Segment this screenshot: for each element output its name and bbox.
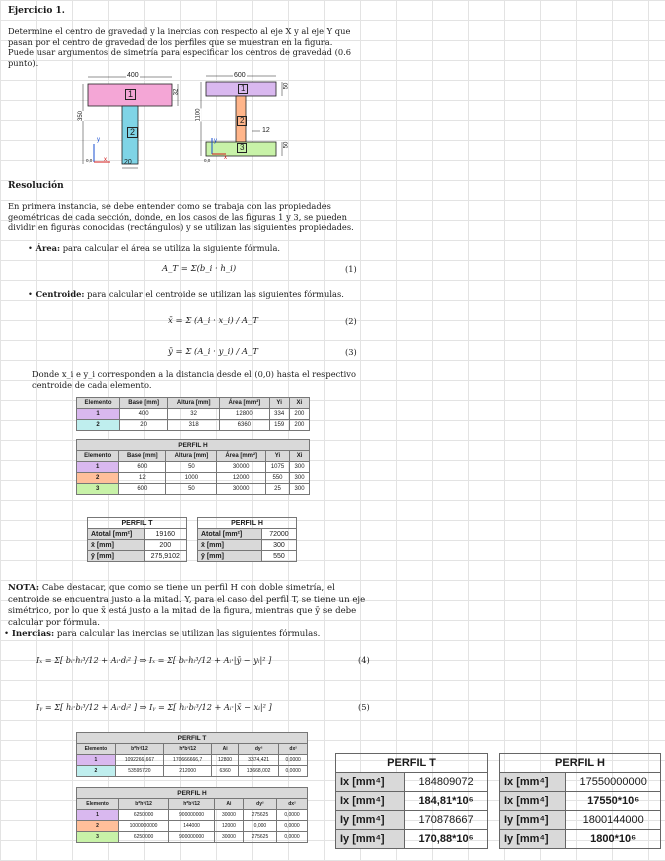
summary-value: 300 [261, 540, 296, 551]
resolution-heading: Resolución [8, 181, 64, 191]
table-cell: 2 [77, 766, 116, 777]
table-row [198, 529, 297, 540]
table-row [77, 409, 310, 420]
table-cell: 2 [77, 821, 119, 832]
table-cell: 900000000 [169, 832, 215, 843]
inertia-t-table [76, 732, 308, 777]
table-title-row [88, 518, 187, 529]
result-label: Ix [mm⁴] [500, 773, 566, 792]
table-row [77, 420, 310, 431]
table-header-cell: dy² [243, 799, 276, 810]
summary-value: 200 [144, 540, 186, 551]
table-cell: 159 [269, 420, 289, 431]
exercise-heading: Ejercicio 1. [8, 6, 65, 16]
equation-4: Iₓ = Σ[ bᵢ·hᵢ³/12 + Aᵢ·dᵢ² ] ⇒ Iₓ = Σ[ bᵢ·hᵢ³/12 + Aᵢ·|ȳ − yᵢ|² ] [36, 655, 272, 665]
table-header-cell: h*b³/12 [169, 799, 215, 810]
table-cell: 900000000 [169, 810, 215, 821]
bullet-dot-icon: • [28, 243, 36, 253]
table-h-areas [76, 439, 310, 495]
table-row [336, 792, 488, 811]
result-label: Ix [mm⁴] [336, 792, 405, 811]
table-row [198, 551, 297, 562]
table-cell: 2 [77, 420, 120, 431]
table-header-row [77, 799, 308, 810]
table-cell: 30000 [214, 832, 243, 843]
table-cell: 170666666,7 [164, 755, 212, 766]
centroid-label: Centroide: [35, 289, 85, 299]
table-row [500, 773, 661, 792]
table-cell: 50 [166, 462, 217, 473]
table-cell: 12000 [214, 821, 243, 832]
table-header-cell: Área [mm²] [217, 451, 265, 462]
table-title: PERFIL H [77, 440, 310, 451]
table-t-areas [76, 397, 310, 431]
equation-5: Iᵧ = Σ[ hᵢ·bᵢ³/12 + Aᵢ·dᵢ² ] ⇒ Iᵧ = Σ[ hᵢ·bᵢ³/12 + Aᵢ·|x̄ − xᵢ|² ] [36, 702, 272, 712]
table-cell: 32 [168, 409, 220, 420]
table-header-cell: Área [mm²] [220, 398, 269, 409]
table-header-cell: Yi [269, 398, 289, 409]
h-dim-side-bottom: 50 [283, 141, 290, 149]
table-row [77, 810, 308, 821]
table-cell: 30000 [214, 810, 243, 821]
table-row [336, 811, 488, 830]
result-value: 184,81*10⁶ [405, 792, 488, 811]
table-title-row [77, 733, 308, 744]
table-cell: 1000000000 [119, 821, 169, 832]
result-label: Ix [mm⁴] [500, 792, 566, 811]
equation-3-number: (3) [345, 347, 357, 357]
table-row [88, 529, 187, 540]
table-cell: 400 [120, 409, 168, 420]
equation-1-number: (1) [345, 264, 357, 274]
result-label: Iy [mm⁴] [336, 811, 405, 830]
result-label: Iy [mm⁴] [500, 811, 566, 830]
summary-label: ȳ [mm] [88, 551, 145, 562]
t-axis-x: x [104, 157, 107, 163]
h-num-2: 2 [237, 116, 247, 126]
result-label: Iy [mm⁴] [500, 830, 566, 849]
table-title: PERFIL T [88, 518, 187, 529]
table-cell: 3 [77, 484, 119, 495]
table-title-row [336, 754, 488, 773]
table-row [500, 830, 661, 849]
result-value: 170878667 [405, 811, 488, 830]
table-row [77, 766, 308, 777]
summary-h-table [197, 517, 297, 562]
t-dim-bottom: 20 [124, 159, 132, 166]
result-label: Iy [mm⁴] [336, 830, 405, 849]
donde-paragraph: Donde x_i e y_i corresponden a la distancia desde el (0,0) hasta el respectivo centroide de cada elemento. [32, 369, 356, 390]
table-cell: 0,0000 [279, 755, 308, 766]
table-cell: 12000 [217, 473, 265, 484]
table-title: PERFIL T [336, 754, 488, 773]
table-header-cell: Ai [212, 744, 239, 755]
table-title: PERFIL H [198, 518, 297, 529]
t-num-1: 1 [125, 89, 136, 100]
intro-paragraph: Determine el centro de gravedad y la inercias con respecto al eje X y al eje Y que pasan por el centro de gravedad de los perfiles que se muestran en la figura. Puede usar argumentos de simetría para especificar los centros de gravedad (0.6 punto). [8, 26, 352, 68]
table-title-row [198, 518, 297, 529]
table-row [88, 540, 187, 551]
h-axis-x: x [224, 155, 227, 161]
summary-label: Atotal [mm²] [88, 529, 145, 540]
table-cell: 144000 [169, 821, 215, 832]
table-header-cell: dx² [276, 799, 307, 810]
t-num-2: 2 [127, 127, 138, 138]
table-header-cell: Ai [214, 799, 243, 810]
h-dim-web: 12 [262, 127, 270, 134]
table-cell: 1 [77, 409, 120, 420]
table-title-row [77, 440, 310, 451]
table-row [500, 811, 661, 830]
result-label: Ix [mm⁴] [336, 773, 405, 792]
h-dim-height: 1100 [195, 108, 202, 122]
result-value: 1800144000 [566, 811, 661, 830]
summary-label: Atotal [mm²] [198, 529, 262, 540]
table-cell: 600 [119, 484, 166, 495]
table-cell: 300 [290, 473, 310, 484]
figure-t-profile [80, 72, 200, 172]
table-header-cell: Elemento [77, 398, 120, 409]
table-row [500, 792, 661, 811]
t-axis-y: y [97, 137, 100, 143]
result-value: 170,88*10⁶ [405, 830, 488, 849]
inercias-bullet [4, 629, 320, 639]
table-cell: 6360 [212, 766, 239, 777]
table-cell: 212000 [164, 766, 212, 777]
table-title: PERFIL H [77, 788, 308, 799]
table-cell: 1092266,667 [115, 755, 163, 766]
table-cell: 6360 [220, 420, 269, 431]
result-value: 184809072 [405, 773, 488, 792]
table-cell: 20 [120, 420, 168, 431]
table-cell: 1 [77, 462, 119, 473]
table-cell: 1 [77, 755, 116, 766]
table-row [77, 462, 310, 473]
table-header-row [77, 398, 310, 409]
table-cell: 12800 [220, 409, 269, 420]
table-row [88, 551, 187, 562]
table-title: PERFIL T [77, 733, 308, 744]
table-cell: 334 [269, 409, 289, 420]
t-dim-side: 32 [173, 88, 180, 96]
table-header-cell: Base [mm] [119, 451, 166, 462]
table-cell: 0,0000 [279, 766, 308, 777]
equation-5-number: (5) [358, 702, 370, 712]
nota-text: Cabe destacar, que como se tiene un perfil H con doble simetría, el centroide se encuentra justo a la mitad. Y, para el caso del perfil T, se tiene un eje simétrico, por lo que x̄ está justo a la mitad de la figura, mientras que ȳ se debe calcular por fórmula. [8, 583, 366, 628]
table-header-cell: Yi [265, 451, 289, 462]
table-header-cell: Altura [mm] [166, 451, 217, 462]
table-header-cell: Altura [mm] [168, 398, 220, 409]
summary-label: ȳ [mm] [198, 551, 262, 562]
result-value: 17550000000 [566, 773, 661, 792]
table-header-cell: b*h³/12 [119, 799, 169, 810]
h-dim-top: 600 [234, 72, 246, 79]
table-header-cell: Base [mm] [120, 398, 168, 409]
table-cell: 50 [166, 484, 217, 495]
h-num-3: 3 [237, 143, 247, 153]
area-text: para calcular el área se utiliza la siguiente fórmula. [60, 243, 281, 253]
table-cell: 3 [77, 832, 119, 843]
summary-value: 550 [261, 551, 296, 562]
table-row [198, 540, 297, 551]
table-cell: 12 [119, 473, 166, 484]
nota-paragraph [8, 583, 370, 629]
h-origin: 0,0 [204, 158, 211, 163]
table-header-cell: Elemento [77, 451, 119, 462]
table-row [77, 832, 308, 843]
equation-2: x̄ = Σ (A_i · x_i) / A_T [168, 316, 258, 326]
inercias-text: para calcular las inercias se utilizan las siguientes fórmulas. [54, 629, 321, 639]
table-cell: 30000 [217, 462, 265, 473]
table-row [77, 484, 310, 495]
table-cell: 1000 [166, 473, 217, 484]
table-row [77, 755, 308, 766]
equation-3: ȳ = Σ (A_i · y_i) / A_T [168, 347, 258, 357]
table-cell: 6250000 [119, 832, 169, 843]
table-cell: 6250000 [119, 810, 169, 821]
equation-1: A_T = Σ(b_i · h_i) [162, 264, 237, 274]
table-row [336, 773, 488, 792]
table-cell: 0,0000 [276, 810, 307, 821]
table-header-cell: Xi [290, 451, 310, 462]
table-cell: 550 [265, 473, 289, 484]
table-header-row [77, 744, 308, 755]
result-h-table [499, 753, 661, 849]
table-header-row [77, 451, 310, 462]
table-cell: 2 [77, 473, 119, 484]
summary-value: 72000 [261, 529, 296, 540]
table-cell: 30000 [217, 484, 265, 495]
table-row [77, 821, 308, 832]
area-bullet [28, 243, 280, 253]
t-origin: 0,0 [86, 158, 93, 163]
inercias-label: Inercias: [11, 629, 55, 639]
table-header-cell: Elemento [77, 744, 116, 755]
centroid-text: para calcular el centroide se utilizan las siguientes fórmulas. [84, 289, 344, 299]
table-cell: 12800 [212, 755, 239, 766]
result-value: 1800*10⁶ [566, 830, 661, 849]
table-header-cell: dy² [238, 744, 278, 755]
table-cell: 3374,421 [238, 755, 278, 766]
bullet-dot-icon: • [4, 629, 12, 639]
table-row [77, 473, 310, 484]
table-cell: 1 [77, 810, 119, 821]
table-header-cell: h*b³/12 [164, 744, 212, 755]
table-header-cell: dx² [279, 744, 308, 755]
table-title-row [500, 754, 661, 773]
table-cell: 0,0000 [276, 821, 307, 832]
summary-value: 19160 [144, 529, 186, 540]
table-cell: 300 [290, 484, 310, 495]
h-num-1: 1 [238, 84, 248, 94]
table-header-cell: Elemento [77, 799, 119, 810]
area-label: Área: [35, 243, 61, 253]
t-dim-top: 400 [127, 72, 139, 79]
equation-2-number: (2) [345, 316, 357, 326]
h-dim-side-top: 50 [283, 82, 290, 90]
table-cell: 600 [119, 462, 166, 473]
table-cell: 318 [168, 420, 220, 431]
summary-value: 275,9102 [144, 551, 186, 562]
t-dim-height: 350 [78, 110, 85, 122]
table-title-row [77, 788, 308, 799]
table-cell: 53595720 [115, 766, 163, 777]
table-cell: 1075 [265, 462, 289, 473]
table-title: PERFIL H [500, 754, 661, 773]
equation-4-number: (4) [358, 655, 370, 665]
resolution-paragraph: En primera instancia, se debe entender como se trabaja con las propiedades geométricas de cada sección, donde, en los casos de las figuras 1 y 3, se pueden dividir en figuras conocidas (rectángulos) y se utilizan las siguientes propiedades. [8, 201, 354, 232]
table-cell: 13668,002 [238, 766, 278, 777]
bullet-dot-icon: • [28, 289, 36, 299]
centroid-bullet [28, 289, 344, 299]
table-cell: 0,000 [243, 821, 276, 832]
h-axis-y: y [214, 138, 217, 144]
table-cell: 200 [289, 409, 309, 420]
summary-t-table [87, 517, 187, 562]
result-value: 17550*10⁶ [566, 792, 661, 811]
table-header-cell: b*h³/12 [115, 744, 163, 755]
summary-label: x̄ [mm] [88, 540, 145, 551]
table-cell: 200 [289, 420, 309, 431]
table-header-cell: Xi [289, 398, 309, 409]
nota-label: NOTA: [8, 583, 40, 593]
result-t-table [335, 753, 488, 849]
table-cell: 25 [265, 484, 289, 495]
inertia-h-table [76, 787, 308, 843]
table-row [336, 830, 488, 849]
table-cell: 0,0000 [276, 832, 307, 843]
summary-label: x̄ [mm] [198, 540, 262, 551]
table-cell: 275625 [243, 832, 276, 843]
table-cell: 300 [290, 462, 310, 473]
table-cell: 275625 [243, 810, 276, 821]
